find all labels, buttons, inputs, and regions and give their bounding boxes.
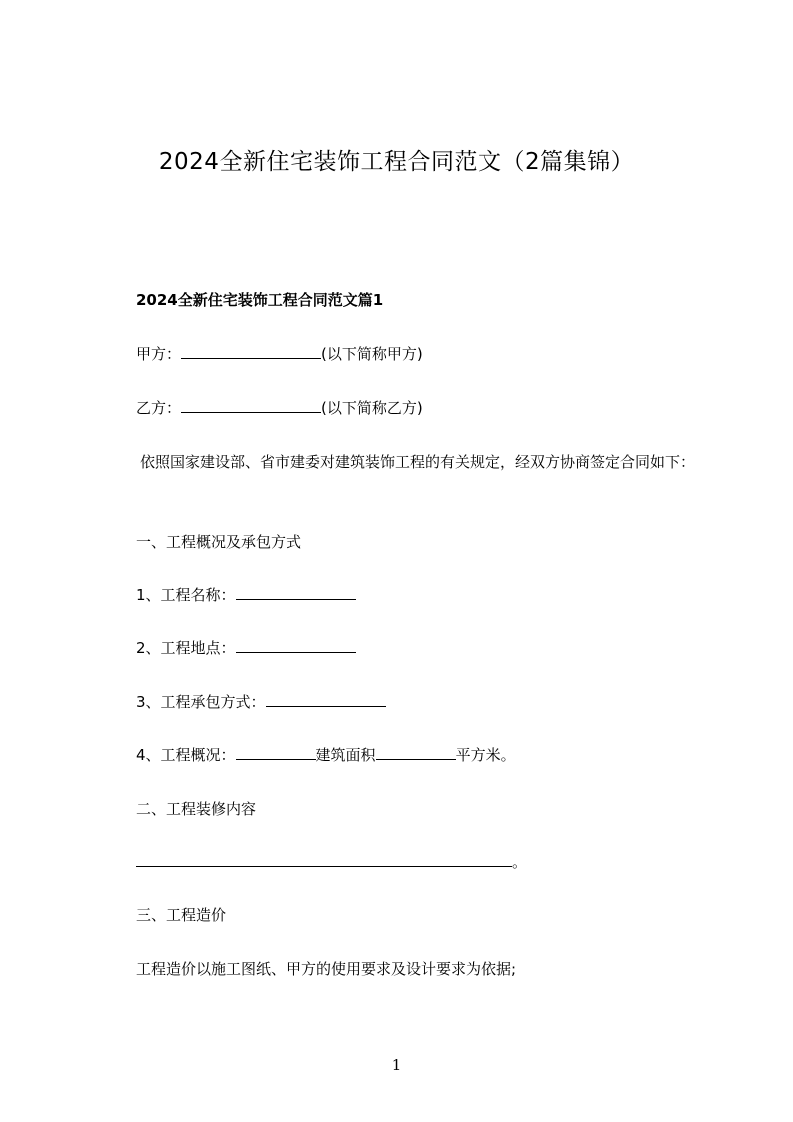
party-a-line	[136, 344, 423, 364]
party-a-blank	[181, 344, 321, 359]
project-overview-line	[136, 745, 516, 765]
project-name-blank	[236, 585, 356, 600]
section-heading: 2024全新住宅装饰工程合同范文篇1	[136, 291, 384, 309]
contract-method-blank	[266, 692, 386, 707]
overview-blank	[236, 745, 316, 760]
document-title: 2024全新住宅装饰工程合同范文（2篇集锦）	[158, 149, 635, 175]
project-location-line	[136, 638, 356, 658]
party-b-label: 乙方：	[136, 399, 182, 417]
decoration-content-blank	[136, 852, 512, 867]
area-unit: 平方米。	[455, 746, 516, 764]
section3-heading: 三、工程造价	[136, 906, 227, 924]
project-name-line	[136, 585, 356, 605]
section2-heading: 二、工程装修内容	[136, 800, 257, 818]
overview-label: 4、工程概况：	[136, 746, 236, 764]
party-b-suffix: (以下简称乙方)	[321, 399, 423, 417]
intro-paragraph: 依照国家建设部、省市建委对建筑装饰工程的有关规定，经双方协商签定合同如下：	[140, 453, 696, 471]
party-b-line	[136, 398, 423, 418]
project-location-blank	[236, 638, 356, 653]
area-blank	[376, 745, 456, 760]
project-name-label: 1、工程名称：	[136, 586, 236, 604]
area-label: 建筑面积	[315, 746, 376, 764]
contract-method-label: 3、工程承包方式：	[136, 693, 266, 711]
party-a-label: 甲方：	[136, 345, 182, 363]
decoration-content-end: 。	[512, 853, 528, 871]
decoration-content-line	[136, 852, 527, 872]
section1-heading: 一、工程概况及承包方式	[136, 533, 302, 551]
project-location-label: 2、工程地点：	[136, 639, 236, 657]
page-number: 1	[391, 1056, 402, 1074]
party-a-suffix: (以下简称甲方)	[321, 345, 423, 363]
contract-method-line	[136, 692, 386, 712]
cost-basis-text: 工程造价以施工图纸、甲方的使用要求及设计要求为依据;	[136, 960, 517, 978]
party-b-blank	[181, 398, 321, 413]
